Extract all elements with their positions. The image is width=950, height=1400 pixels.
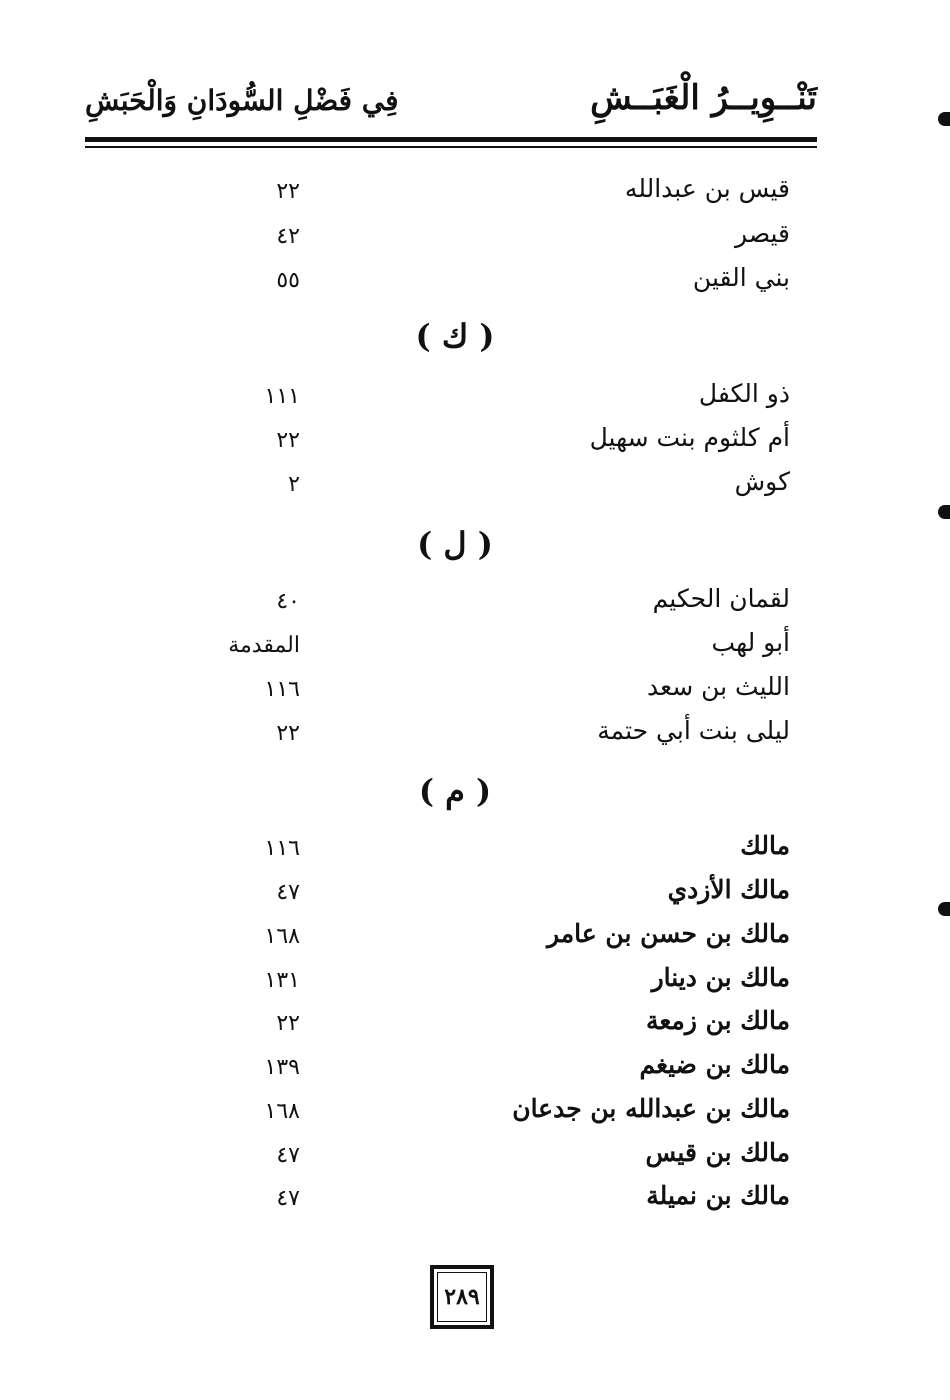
index-entry-page: ٢٢ bbox=[276, 179, 300, 204]
index-entry-page: ١١٦ bbox=[264, 677, 300, 702]
index-entry-name: مالك بن عبدالله بن جدعان bbox=[512, 1094, 790, 1123]
index-entry-page: ١١١ bbox=[264, 384, 300, 409]
index-entry-name: قيس بن عبدالله bbox=[624, 174, 790, 203]
index-entry-page: ٤٧ bbox=[276, 880, 300, 905]
index-entry-page: ٤٢ bbox=[276, 224, 300, 249]
section-letter-mim: ( م ) bbox=[418, 772, 492, 810]
section-letter-lam: ( ل ) bbox=[417, 525, 493, 563]
index-entry-name: كوش bbox=[734, 467, 790, 496]
index-entry-page: المقدمة bbox=[228, 633, 300, 658]
index-entry-page: ٢٢ bbox=[276, 1011, 300, 1036]
index-entry-name: أم كلثوم بنت سهيل bbox=[589, 423, 790, 452]
index-entry-name: مالك بن زمعة bbox=[645, 1006, 790, 1035]
index-entry-name: الليث بن سعد bbox=[647, 672, 790, 701]
index-entry-page: ٤٧ bbox=[276, 1186, 300, 1211]
scan-edge-mark bbox=[938, 505, 950, 519]
index-entry-page: ١٣٩ bbox=[264, 1055, 300, 1080]
index-entry-name: مالك بن قيس bbox=[645, 1138, 790, 1167]
index-entry-name: بني القين bbox=[692, 263, 790, 292]
scan-edge-mark bbox=[938, 112, 950, 126]
book-title: تَنْــوِيــرُ الْغَبَــشِ bbox=[590, 78, 817, 118]
index-entry-name: مالك بن حسن بن عامر bbox=[547, 919, 790, 948]
index-entry-page: ١١٦ bbox=[264, 836, 300, 861]
index-entry-page: ٢٢ bbox=[276, 721, 300, 746]
index-entry-name: مالك بن ضيغم bbox=[639, 1050, 790, 1079]
index-entry-name: مالك بن دينار bbox=[651, 963, 790, 992]
index-entry-page: ٢٢ bbox=[276, 428, 300, 453]
index-entry-name: أبو لهب bbox=[711, 628, 790, 657]
index-entry-page: ٥٥ bbox=[276, 268, 300, 293]
index-entry-name: ليلى بنت أبي حتمة bbox=[597, 716, 790, 745]
index-entry-page: ٤٧ bbox=[276, 1143, 300, 1168]
index-entry-name: مالك bbox=[740, 831, 790, 860]
page-number-box bbox=[430, 1265, 494, 1329]
section-letter-kaf: ( ك ) bbox=[415, 317, 495, 355]
index-entry-name: مالك بن نميلة bbox=[646, 1181, 790, 1210]
scan-edge-mark bbox=[938, 902, 950, 916]
index-entry-name: لقمان الحكيم bbox=[652, 584, 790, 613]
index-entry-page: ١٣١ bbox=[264, 968, 300, 993]
book-subtitle: فِي فَضْلِ السُّودَانِ وَالْحَبَشِ bbox=[85, 84, 399, 117]
index-entry-page: ٢ bbox=[288, 472, 300, 497]
index-entry-name: مالك الأزدي bbox=[667, 875, 790, 904]
page-number: ٢٨٩ bbox=[437, 1272, 487, 1322]
index-entry-page: ١٦٨ bbox=[264, 924, 300, 949]
index-entry-name: قيصر bbox=[735, 219, 790, 248]
index-entry-page: ٤٠ bbox=[276, 589, 300, 614]
index-entry-page: ١٦٨ bbox=[264, 1099, 300, 1124]
index-entry-name: ذو الكفل bbox=[698, 379, 790, 408]
